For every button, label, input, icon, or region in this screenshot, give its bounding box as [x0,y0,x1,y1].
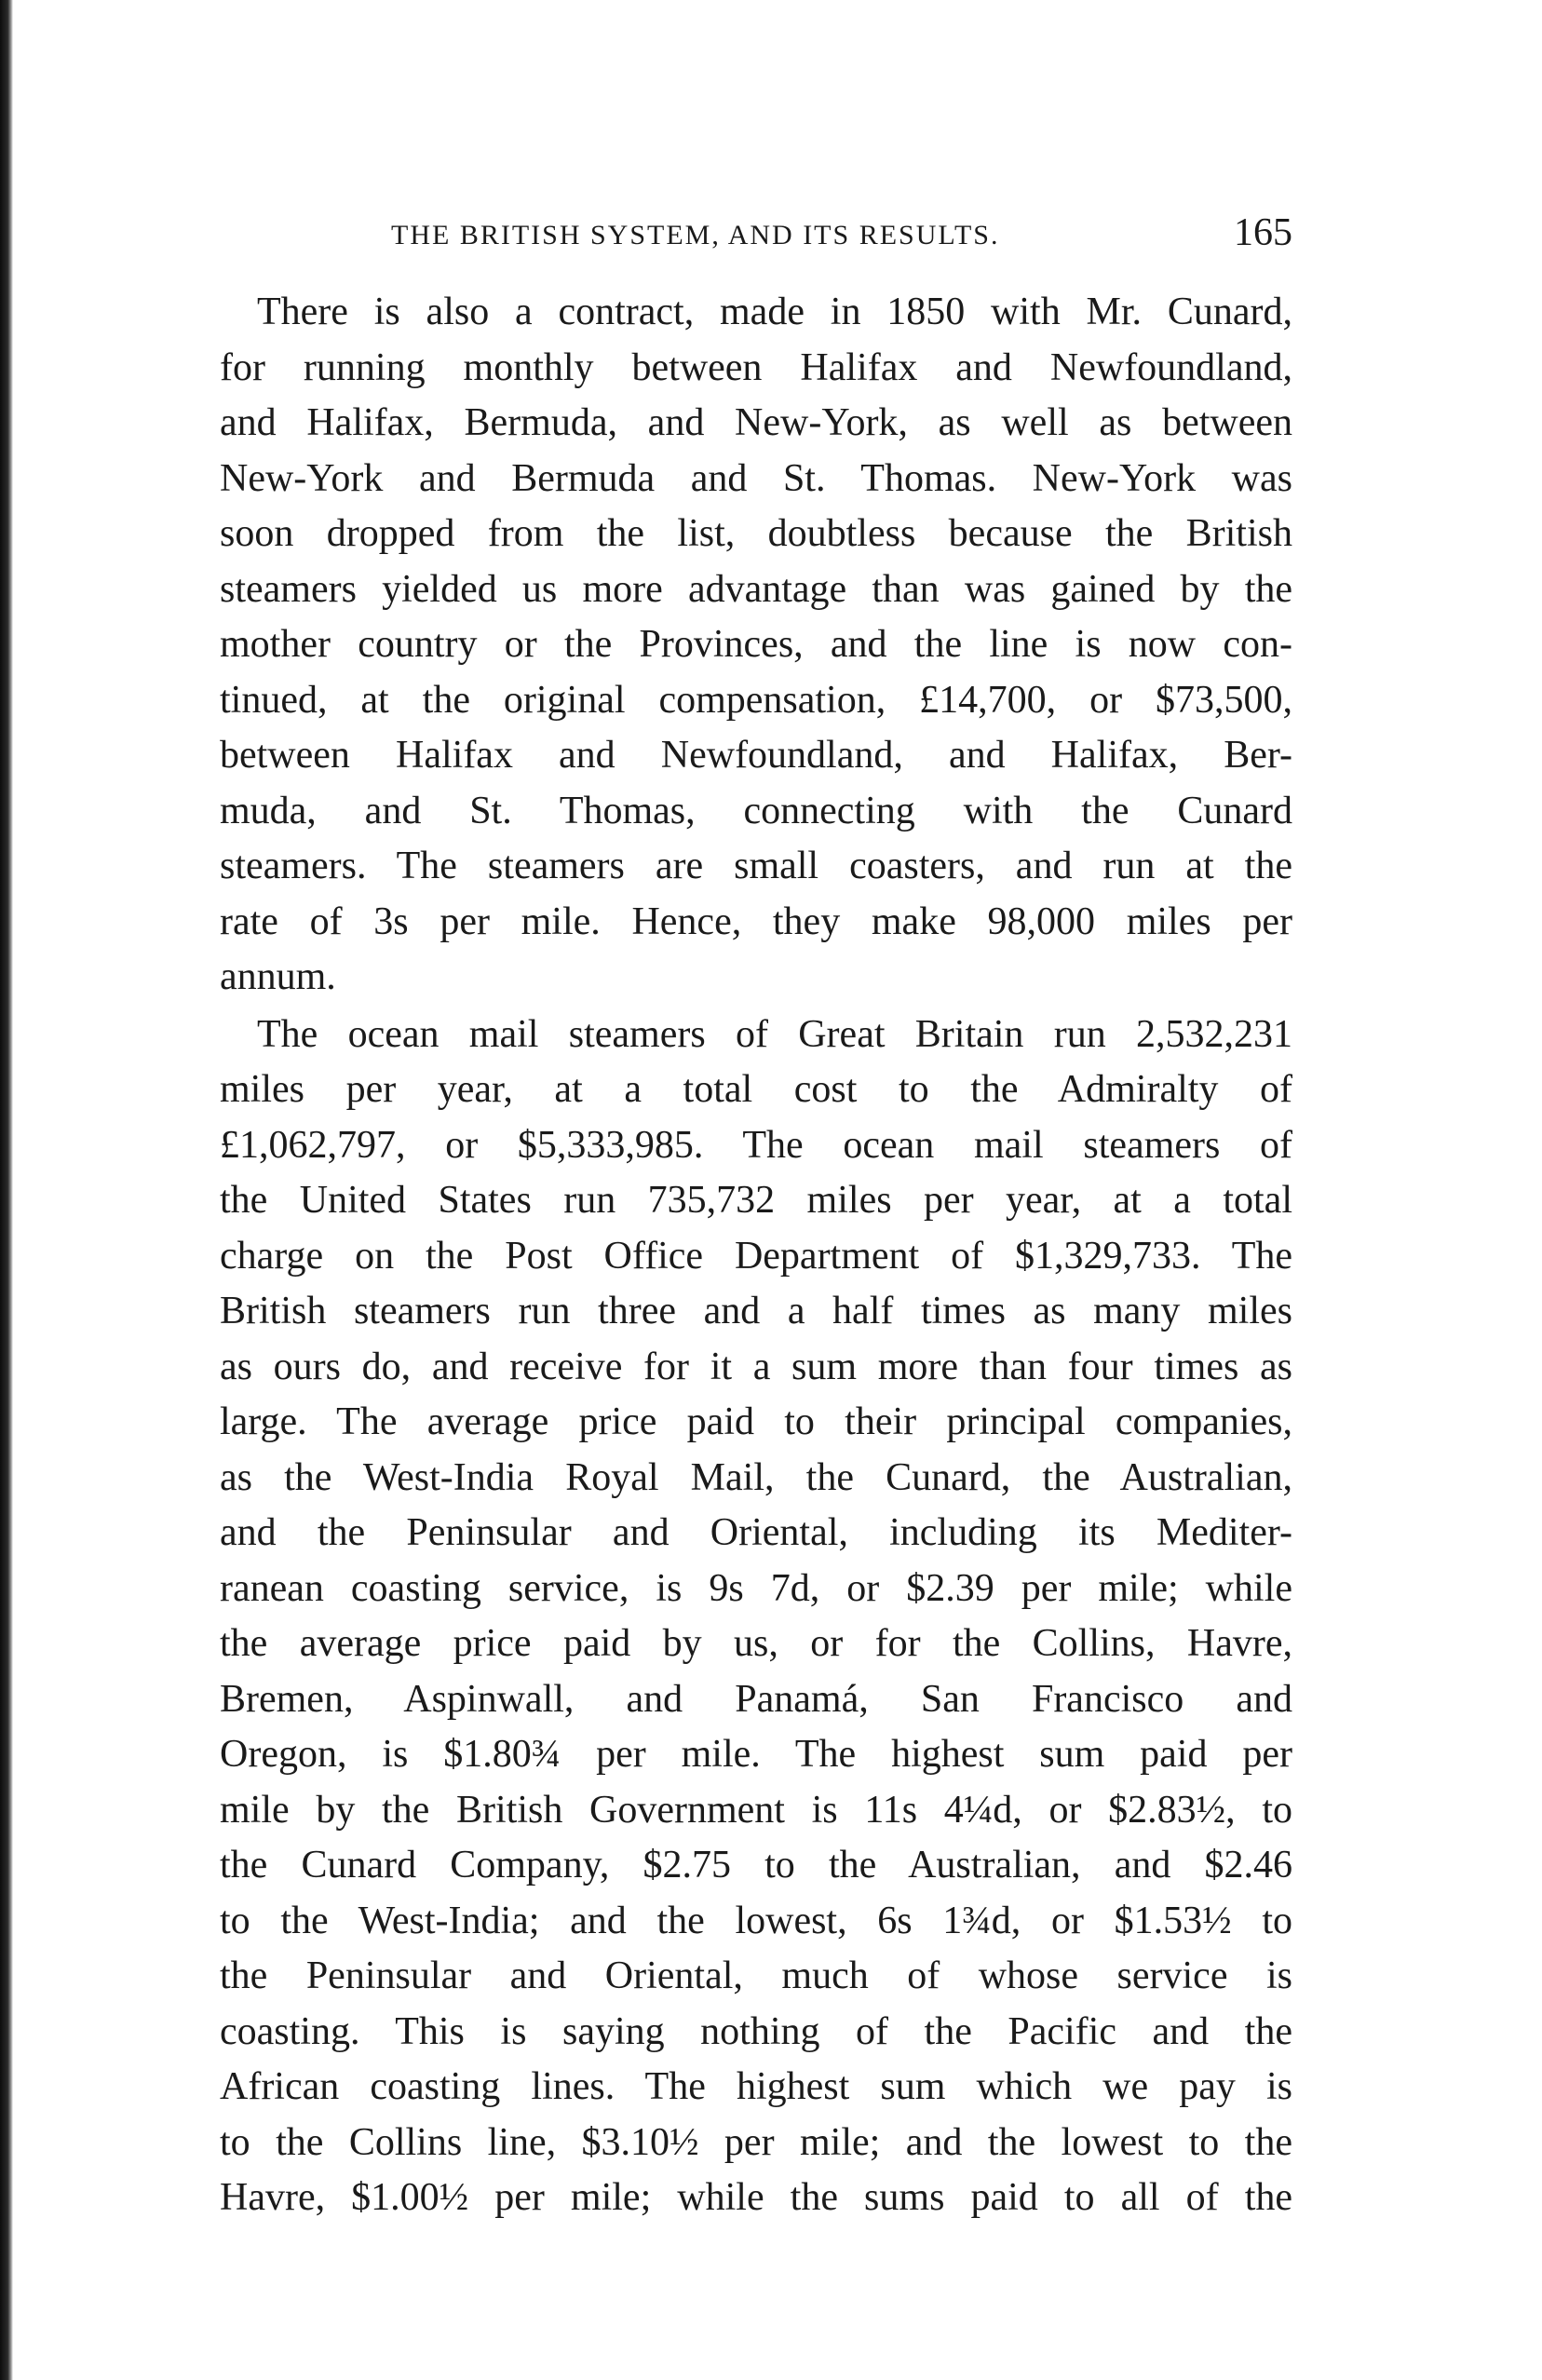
text-line: large. The average price paid to their principal companies, [220,1400,1292,1443]
text-line: ranean coasting service, is 9s 7d, or $2.39 per mile; while [220,1566,1292,1610]
text-line: muda, and St. Thomas, connecting with the Cunard [220,789,1292,832]
text-line: Oregon, is $1.80¾ per mile. The highest sum paid per [220,1733,1292,1776]
text-line: There is also a contract, made in 1850 with Mr. Cunard, [257,291,1292,333]
text-line: soon dropped from the list, doubtless because the British [220,512,1292,555]
text-line: as ours do, and receive for it a sum more than four times as [220,1345,1292,1388]
text-line: mother country or the Provinces, and the line is now con- [220,623,1292,666]
text-line: the average price paid by us, or for the Collins, Havre, [220,1622,1292,1665]
text-line: steamers yielded us more advantage than was gained by the [220,567,1292,611]
running-head [220,209,1292,264]
text-line: the Cunard Company, $2.75 to the Australian, and $2.46 [220,1844,1292,1886]
text-line: African coasting lines. The highest sum which we pay is [220,2065,1292,2108]
page-number: 165 [1234,211,1292,254]
text-line: The ocean mail steamers of Great Britain run 2,532,231 [257,1012,1292,1056]
body-text [220,285,1292,2226]
paragraph-ocean-mail [220,1007,1292,2226]
text-line: £1,062,797, or $5,333,985. The ocean mail steamers of [220,1123,1292,1167]
text-line: miles per year, at a total cost to the Admiralty of [220,1068,1292,1111]
text-line: and the Peninsular and Oriental, including its Mediter- [220,1511,1292,1554]
text-line: charge on the Post Office Department of $1,329,733. The [220,1234,1292,1278]
text-line: Bremen, Aspinwall, and Panamá, San Francisco and [220,1677,1292,1721]
text-line: between Halifax and Newfoundland, and Halifax, Ber- [220,734,1292,777]
text-line: as the West-India Royal Mail, the Cunard, the Australian, [220,1455,1292,1499]
text-line: Havre, $1.00½ per mile; while the sums paid to all of the [220,2176,1292,2219]
text-line: tinued, at the original compensation, £14,700, or $73,500, [220,678,1292,722]
text-line: and Halifax, Bermuda, and New-York, as well as between [220,401,1292,444]
text-line: the United States run 735,732 miles per year, at a total [220,1179,1292,1222]
text-line: New-York and Bermuda and St. Thomas. New-York was [220,456,1292,500]
running-title: THE BRITISH SYSTEM, AND ITS RESULTS. [391,220,1000,250]
text-line: British steamers run three and a half times as many miles [220,1290,1292,1332]
text-line: the Peninsular and Oriental, much of whose service is [220,1954,1292,1997]
text-line: coasting. This is saying nothing of the Pacific and the [220,2009,1292,2053]
text-line: to the Collins line, $3.10½ per mile; and the lowest to the [220,2120,1292,2164]
text-line: steamers. The steamers are small coasters, and run at the [220,845,1292,887]
paragraph-contract [220,285,1292,1006]
text-line: to the West-India; and the lowest, 6s 1¾d, or $1.53½ to [220,1899,1292,1942]
binding-edge [0,0,13,2380]
text-line: mile by the British Government is 11s 4¼d, or $2.83½, to [220,1788,1292,1832]
text-line: annum. [220,955,336,998]
text-line: rate of 3s per mile. Hence, they make 98,000 miles per [220,899,1292,943]
text-line: for running monthly between Halifax and Newfoundland, [220,345,1292,389]
